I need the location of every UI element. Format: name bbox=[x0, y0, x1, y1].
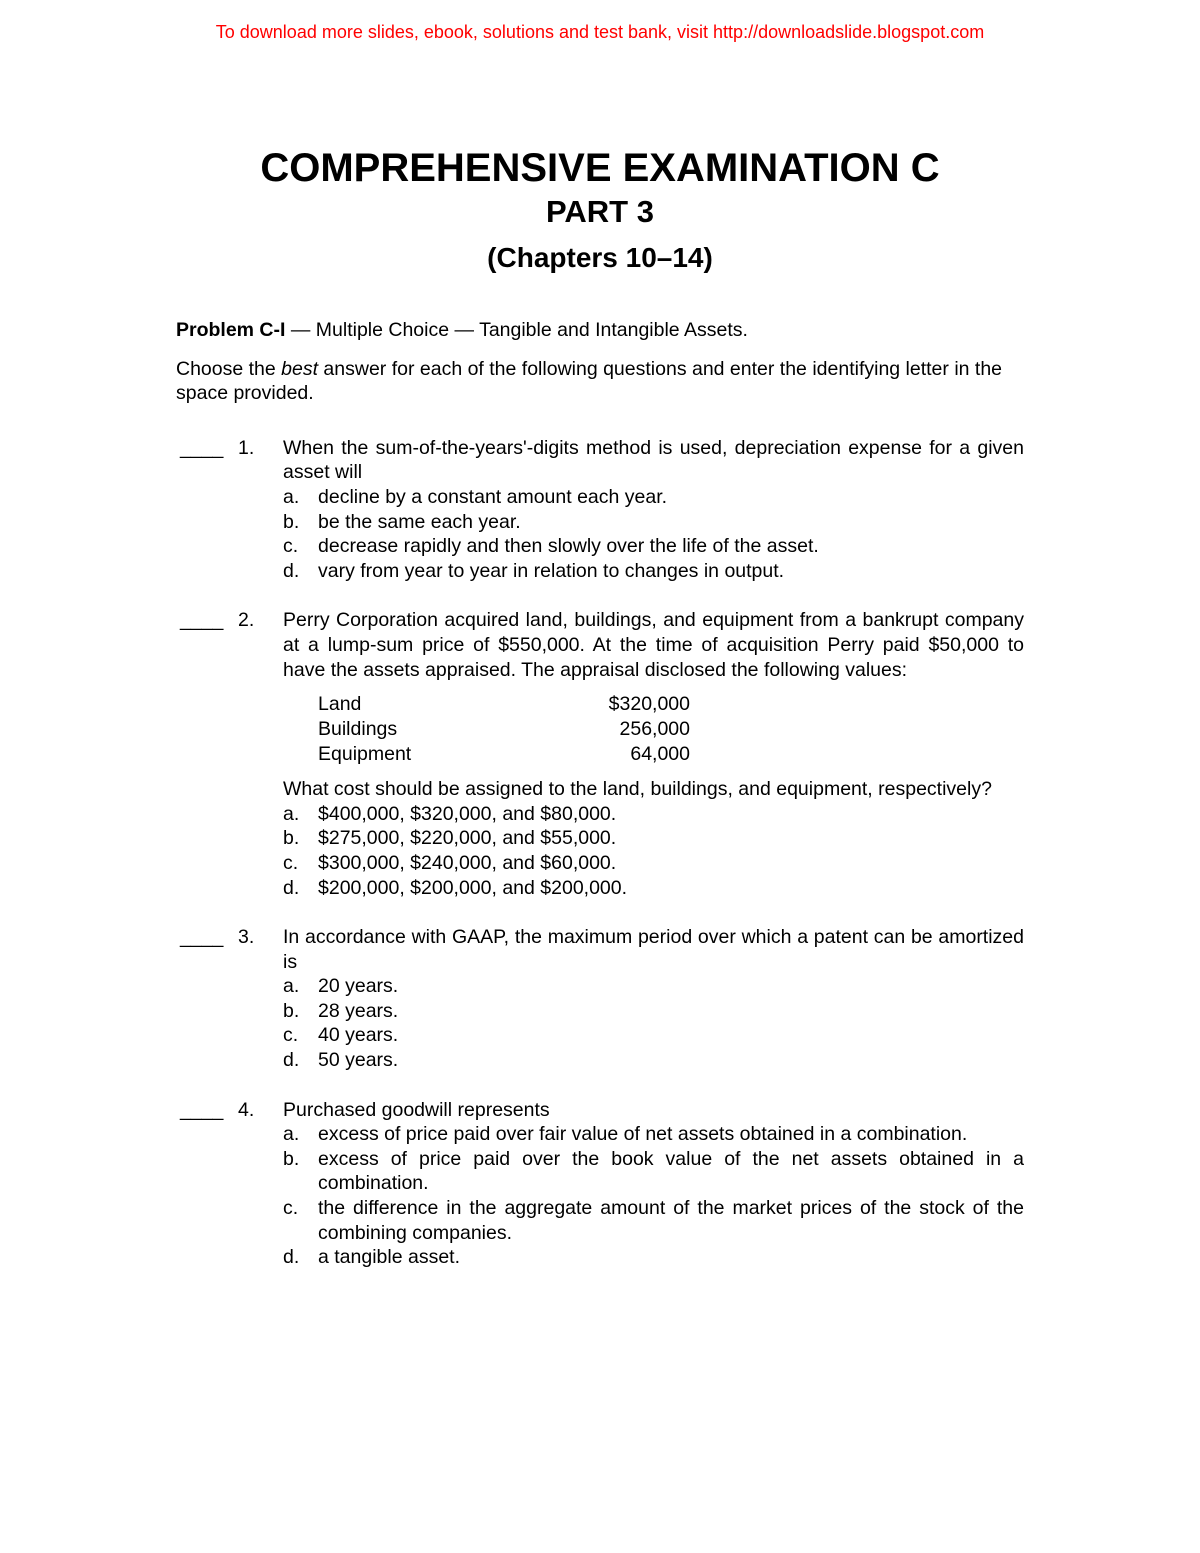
option-d bbox=[283, 876, 1024, 901]
answer-options bbox=[283, 485, 1024, 583]
option-text: 28 years. bbox=[318, 999, 399, 1022]
option-text: the difference in the aggregate amount of the market prices of the stock of the combining companies. bbox=[318, 1197, 1024, 1244]
question-stem: When the sum-of-the-years'-digits method is used, depreciation expense for a given asset will bbox=[283, 436, 1024, 484]
option-text: 50 years. bbox=[318, 1049, 399, 1072]
option-a bbox=[283, 802, 1024, 827]
option-text: excess of price paid over fair value of net assets obtained in a combination. bbox=[318, 1123, 968, 1146]
option-b bbox=[283, 999, 1024, 1024]
exam-content bbox=[176, 318, 1024, 1270]
answer-options bbox=[283, 802, 1024, 900]
option-text: be the same each year. bbox=[318, 510, 521, 533]
option-letter: d. bbox=[283, 559, 300, 582]
answer-blank[interactable]: ____ bbox=[180, 609, 224, 632]
option-d bbox=[283, 1048, 1024, 1073]
answer-options bbox=[283, 974, 1024, 1072]
value-label: Buildings bbox=[318, 718, 398, 741]
option-text: decline by a constant amount each year. bbox=[318, 485, 668, 508]
question-follow-up: What cost should be assigned to the land, buildings, and equipment, respectively? bbox=[283, 778, 992, 801]
option-text: $275,000, $220,000, and $55,000. bbox=[318, 827, 617, 850]
answer-options bbox=[283, 1122, 1024, 1270]
option-text: 40 years. bbox=[318, 1024, 399, 1047]
instructions-pre: Choose the bbox=[176, 357, 282, 380]
option-letter: b. bbox=[283, 999, 300, 1022]
question-stem: In accordance with GAAP, the maximum period over which a patent can be amortized is bbox=[283, 926, 1024, 973]
problem-heading bbox=[176, 318, 1024, 343]
option-letter: a. bbox=[283, 802, 300, 825]
option-c bbox=[283, 534, 1024, 559]
option-a bbox=[283, 974, 1024, 999]
exam-title-block bbox=[0, 142, 1200, 278]
answer-blank[interactable]: ____ bbox=[180, 1098, 224, 1121]
option-c bbox=[283, 851, 1024, 876]
question-number: 4. bbox=[238, 1098, 255, 1121]
option-letter: a. bbox=[283, 1123, 300, 1146]
table-row bbox=[318, 717, 690, 742]
option-b bbox=[283, 826, 1024, 851]
option-letter: c. bbox=[283, 1024, 299, 1047]
option-letter: b. bbox=[283, 510, 300, 533]
question-number: 3. bbox=[238, 926, 255, 949]
exam-title: COMPREHENSIVE EXAMINATION C bbox=[260, 146, 940, 190]
option-b bbox=[283, 1147, 1024, 1196]
question-stem: Perry Corporation acquired land, buildings, and equipment from a bankrupt company at a lump-sum price of $550,000. At the time of acquisition Perry paid $50,000 to have the assets appraised. The appraisal disclosed the following values: bbox=[283, 609, 1024, 681]
option-text: a tangible asset. bbox=[318, 1246, 461, 1269]
question-3 bbox=[176, 925, 1024, 1073]
option-d bbox=[283, 1245, 1024, 1270]
option-letter: c. bbox=[283, 1197, 299, 1220]
option-text: $300,000, $240,000, and $60,000. bbox=[318, 851, 617, 874]
question-1 bbox=[176, 436, 1024, 584]
problem-label: Problem C-I bbox=[176, 319, 286, 341]
question-2 bbox=[176, 608, 1024, 900]
option-c bbox=[283, 1023, 1024, 1048]
option-letter: c. bbox=[283, 851, 299, 874]
option-b bbox=[283, 510, 1024, 535]
answer-blank[interactable]: ____ bbox=[180, 926, 224, 949]
option-a bbox=[283, 1122, 1024, 1147]
question-number: 1. bbox=[238, 436, 255, 459]
table-row bbox=[318, 692, 690, 717]
instructions bbox=[176, 357, 1024, 406]
option-d bbox=[283, 559, 1024, 584]
table-row bbox=[318, 742, 690, 767]
value-amount: 64,000 bbox=[630, 743, 690, 766]
option-text: $200,000, $200,000, and $200,000. bbox=[318, 876, 628, 899]
option-text: decrease rapidly and then slowly over the life of the asset. bbox=[318, 535, 819, 558]
option-letter: b. bbox=[283, 1147, 300, 1170]
question-4 bbox=[176, 1098, 1024, 1270]
option-text: $400,000, $320,000, and $80,000. bbox=[318, 802, 617, 825]
exam-chapters: (Chapters 10–14) bbox=[487, 242, 713, 273]
option-letter: d. bbox=[283, 876, 300, 899]
option-a bbox=[283, 485, 1024, 510]
value-label: Land bbox=[318, 693, 362, 716]
option-letter: c. bbox=[283, 535, 299, 558]
option-letter: a. bbox=[283, 485, 300, 508]
exam-part: PART 3 bbox=[546, 194, 654, 229]
question-number: 2. bbox=[238, 609, 255, 632]
option-letter: b. bbox=[283, 827, 300, 850]
value-amount: 256,000 bbox=[619, 718, 690, 741]
instructions-emphasis: best bbox=[281, 357, 319, 380]
option-text: 20 years. bbox=[318, 975, 399, 998]
value-amount: $320,000 bbox=[608, 693, 690, 716]
option-letter: a. bbox=[283, 975, 300, 998]
option-c bbox=[283, 1196, 1024, 1245]
question-stem: Purchased goodwill represents bbox=[283, 1098, 550, 1121]
option-letter: d. bbox=[283, 1049, 300, 1072]
instructions-post: answer for each of the following questions and enter the identifying letter in the space provided. bbox=[176, 357, 1003, 405]
answer-blank[interactable]: ____ bbox=[180, 436, 224, 459]
download-banner: To download more slides, ebook, solutions and test bank, visit http://downloadslide.blogspot.com bbox=[215, 22, 985, 42]
problem-heading-text: — Multiple Choice — Tangible and Intangible Assets. bbox=[285, 319, 748, 341]
value-label: Equipment bbox=[318, 743, 412, 766]
option-letter: d. bbox=[283, 1246, 300, 1269]
option-text: excess of price paid over the book value of the net assets obtained in a combination. bbox=[318, 1147, 1024, 1195]
appraisal-values-table bbox=[318, 692, 690, 767]
option-text: vary from year to year in relation to changes in output. bbox=[318, 559, 785, 582]
